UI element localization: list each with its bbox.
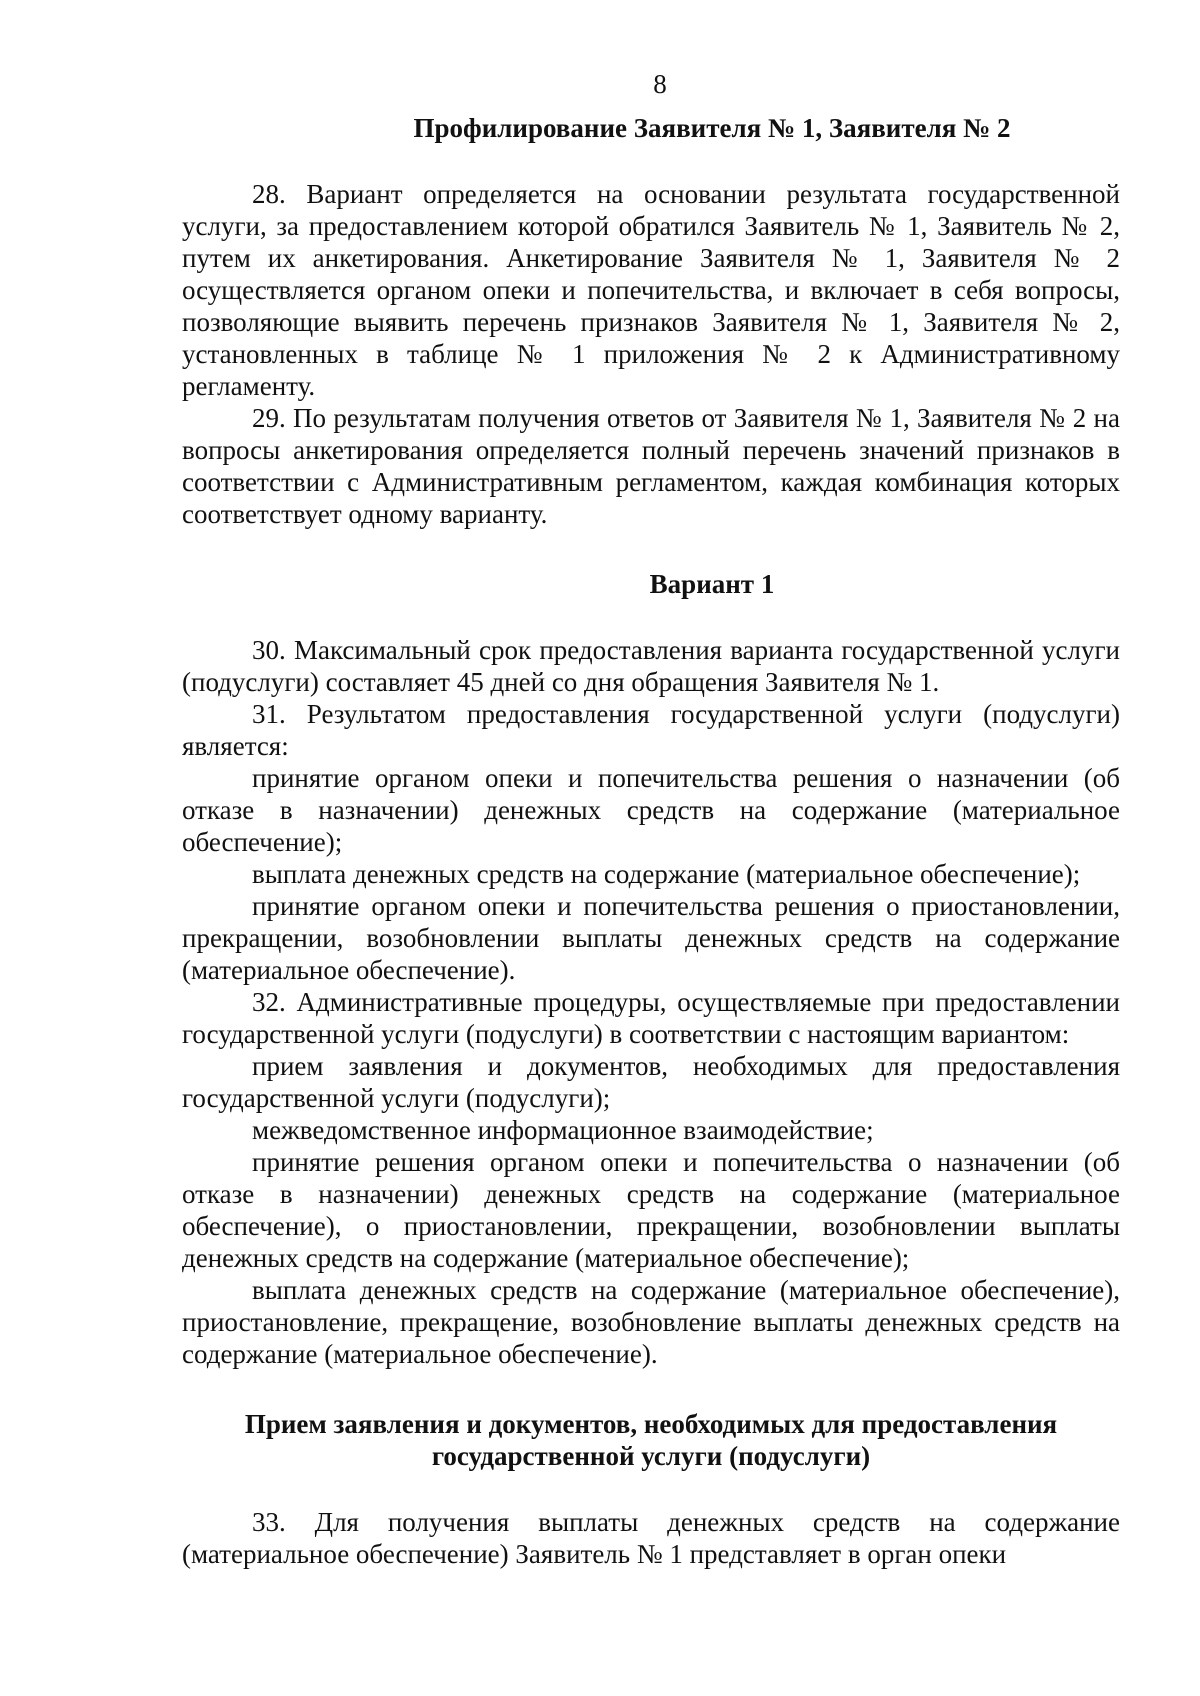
variant-heading: Вариант 1: [649, 569, 775, 599]
reception-heading-line1: Прием заявления и документов, необходимых для предоставления: [244, 1409, 1058, 1439]
paragraph-32: 32. Административные процедуры, осуществляемые при предоставлении государственной услуги (подуслуги) в соответствии с настоящим вариантом:: [182, 987, 1120, 1049]
paragraph-29: 29. По результатам получения ответов от Заявителя № 1, Заявителя № 2 на вопросы анкетирования определяется полный перечень значений признаков в соответствии с Административным регламентом, каждая комбинация которых соответствует одному варианту.: [182, 403, 1120, 529]
paragraph-31-item-b: выплата денежных средств на содержание (материальное обеспечение);: [252, 859, 1081, 889]
document-body: [182, 112, 1120, 1570]
paragraph-32-item-c: принятие решения органом опеки и попечительства о назначении (об отказе в назначении) денежных средств на содержание (материальное обеспечение), о приостановлении, прекращении, возобновлении выплаты денежных средств на содержание (материальное обеспечение);: [182, 1147, 1120, 1273]
paragraph-33: 33. Для получения выплаты денежных средств на содержание (материальное обеспечение) Заявитель № 1 представляет в орган опеки: [182, 1507, 1120, 1569]
paragraph-28: 28. Вариант определяется на основании результата государственной услуги, за предоставлением которой обратился Заявитель № 1, Заявитель № 2, путем их анкетирования. Анкетирование Заявителя № 1, Заявителя № 2 осуществляется органом опеки и попечительства, и включает в себя вопросы, позволяющие выявить перечень признаков Заявителя № 1, Заявителя № 2, установленных в таблице № 1 приложения № 2 к Административному регламенту.: [182, 179, 1120, 401]
paragraph-31-item-c: принятие органом опеки и попечительства решения о приостановлении, прекращении, возобновлении выплаты денежных средств на содержание (материальное обеспечение).: [182, 891, 1120, 985]
paragraph-32-item-a: прием заявления и документов, необходимых для предоставления государственной услуги (подуслуги);: [182, 1051, 1120, 1113]
paragraph-32-item-b: межведомственное информационное взаимодействие;: [252, 1115, 874, 1145]
paragraph-31: 31. Результатом предоставления государственной услуги (подуслуги) является:: [182, 699, 1120, 761]
page-number: 8: [653, 69, 667, 99]
paragraph-30: 30. Максимальный срок предоставления варианта государственной услуги (подуслуги) составляет 45 дней со дня обращения Заявителя № 1.: [182, 635, 1120, 697]
reception-heading-line2: государственной услуги (подуслуги): [431, 1441, 871, 1471]
paragraph-31-item-a: принятие органом опеки и попечительства решения о назначении (об отказе в назначении) денежных средств на содержание (материальное обеспечение);: [182, 763, 1120, 857]
paragraph-32-item-d: выплата денежных средств на содержание (материальное обеспечение), приостановление, прекращение, возобновление выплаты денежных средств на содержание (материальное обеспечение).: [182, 1275, 1120, 1369]
profiling-heading: Профилирование Заявителя № 1, Заявителя № 2: [413, 113, 1011, 143]
